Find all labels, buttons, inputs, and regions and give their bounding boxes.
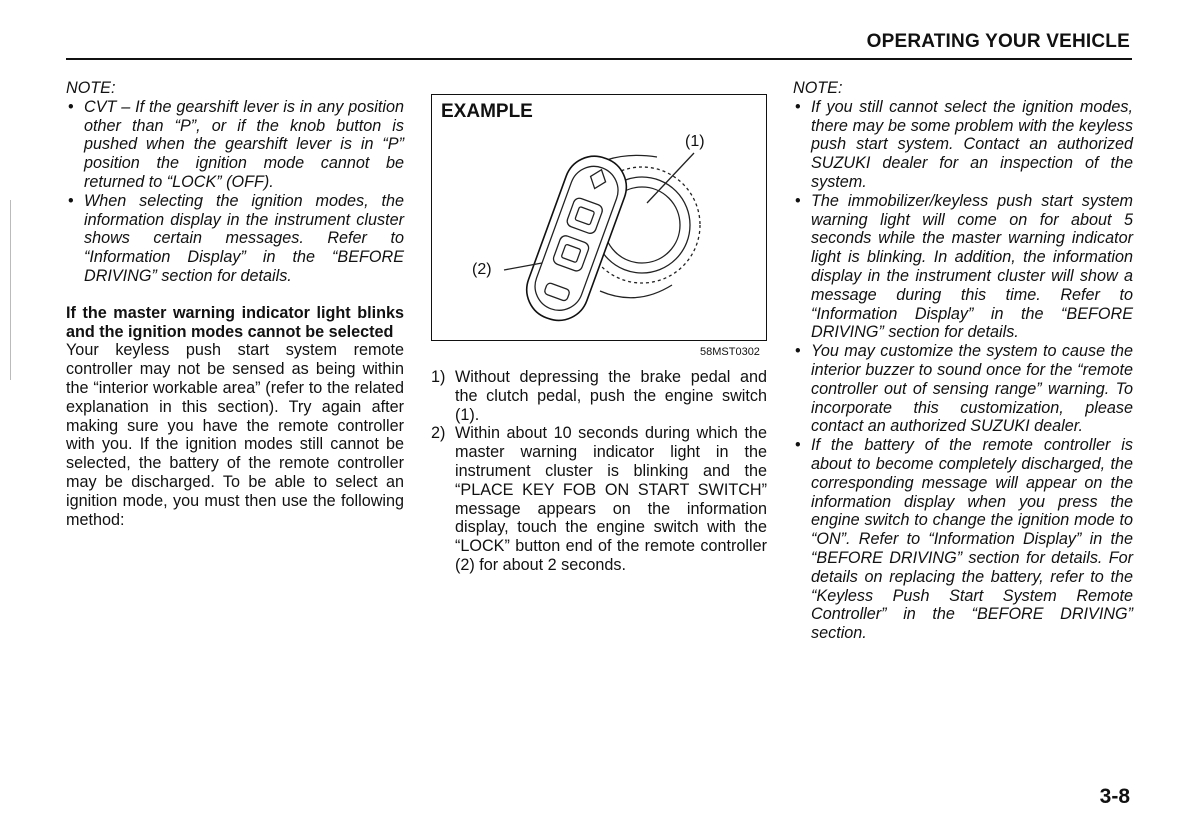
right-note-item: • The immobilizer/keyless push start system warning light will come on for about 5 seconds while the master warning indicator light is blinking. In addition, the information display in the instrument cluster will show a message during this time. Refer to “Information Display” in the “BEFORE DRIVING” section for details. — [793, 192, 1133, 342]
right-note-list — [793, 98, 1133, 643]
step-number: 1) — [431, 368, 446, 386]
callout-2: (2) — [472, 261, 492, 278]
step-item — [431, 424, 767, 574]
right-note-item: • You may customize the system to cause the interior buzzer to sound once for the “remote controller out of sensing range” warning. To incorporate this customization, please contact an authorized SUZUKI dealer. — [793, 342, 1133, 436]
left-note-item: • CVT – If the gearshift lever is in any position other than “P”, or if the knob button is pushed when the gearshift lever is in “P” position the ignition mode cannot be returned to “LOCK” (OFF). — [66, 98, 404, 192]
left-column — [66, 79, 404, 529]
right-note-title: NOTE: — [793, 79, 843, 97]
key-fob-on-engine-switch-illustration — [432, 95, 766, 340]
right-note-item: • If you still cannot select the ignition modes, there may be some problem with the keyless push start system. Contact an authorized SUZUKI dealer for an inspection of the system. — [793, 98, 1133, 192]
section-header-title: OPERATING YOUR VEHICLE — [866, 31, 1130, 52]
left-note-title: NOTE: — [66, 79, 116, 97]
callout-1: (1) — [685, 133, 705, 150]
left-body-text: Your keyless push start system remote controller may not be sensed as being within the “interior workable area” (refer to the related explanation in this section). Try again after making sure you have the remote controller with you. If the ignition modes still cannot be selected, the battery of the remote controller may be discharged. To be able to select an ignition mode, you must then use the following method: — [66, 341, 404, 529]
section-heading: If the master warning indicator light blinks and the ignition modes cannot be selected — [66, 303, 404, 341]
header-rule — [66, 58, 1132, 60]
page-number: 3-8 — [1099, 785, 1130, 808]
procedure-steps — [431, 368, 767, 575]
step-text: Within about 10 seconds during which the master warning indicator light in the instrument cluster is blinking and the “PLACE KEY FOB ON START SWITCH” message appears on the information display, touch the engine switch with the “LOCK” button end of the remote controller (2) for about 2 seconds. — [455, 424, 767, 574]
step-text: Without depressing the brake pedal and the clutch pedal, push the engine switch (1). — [455, 368, 767, 424]
figure-label: EXAMPLE — [441, 101, 533, 122]
step-number: 2) — [431, 424, 446, 443]
right-column — [793, 79, 1133, 643]
figure-code: 58MST0302 — [700, 346, 760, 358]
right-note-item: • If the battery of the remote controller is about to become completely discharged, the corresponding message will appear on the information display when you press the engine switch to change the ignition mode to “ON”. Refer to “Information Display” in the “BEFORE DRIVING” section for details. For details on replacing the battery, refer to the “Keyless Push Start System Remote Controller” in the “BEFORE DRIVING” section. — [793, 436, 1133, 643]
left-note-list — [66, 98, 404, 286]
example-figure — [431, 94, 767, 341]
step-item — [431, 368, 767, 424]
left-note-item: • When selecting the ignition modes, the information display in the instrument cluster shows certain messages. Refer to “Information Display” in the “BEFORE DRIVING” section for details. — [66, 192, 404, 286]
margin-mark — [10, 200, 11, 380]
